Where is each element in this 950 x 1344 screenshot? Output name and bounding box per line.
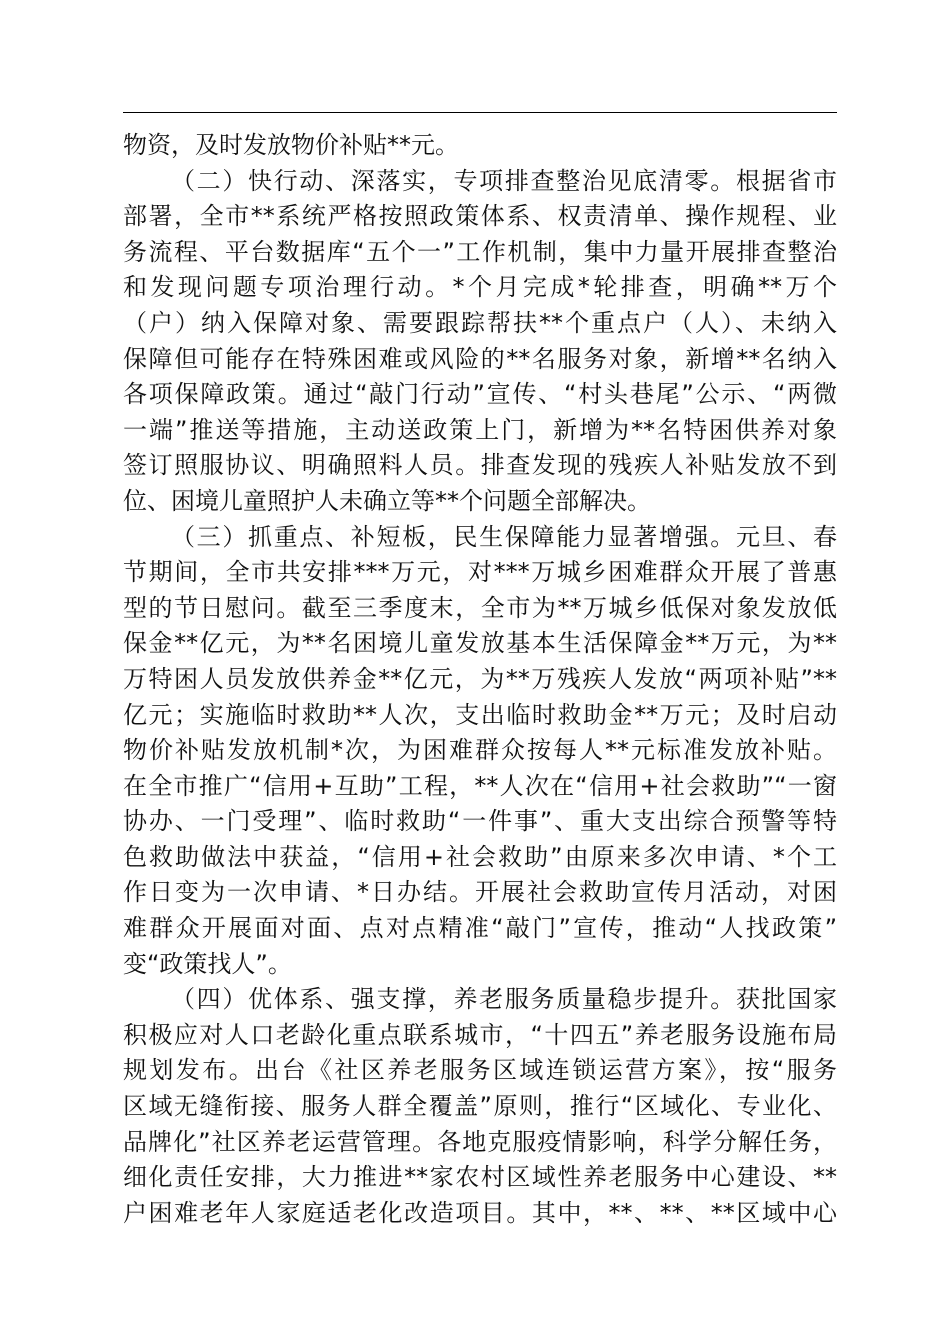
text-line: 万特困人员发放供养金**亿元，为**万残疾人发放“两项补贴”** — [123, 664, 837, 693]
text-line: 位、困境儿童照护人未确立等**个问题全部解决。 — [123, 486, 651, 515]
text-line: 积极应对人口老龄化重点联系城市，“十四五”养老服务设施布局 — [123, 1020, 837, 1049]
text-line: 物资，及时发放物价补贴**元。 — [123, 131, 459, 159]
text-line: 物价补贴发放机制*次，为困难群众按每人**元标准发放补贴。 — [123, 736, 837, 765]
text-line: 亿元；实施临时救助**人次，支出临时救助金**万元；及时启动 — [123, 700, 837, 729]
text-line: 保障但可能存在特殊困难或风险的**名服务对象，新增**名纳入 — [123, 344, 837, 373]
text-line: 务流程、平台数据库“五个一”工作机制，集中力量开展排查整治 — [123, 237, 837, 266]
text-line: 协办、一门受理”、临时救助“一件事”、重大支出综合预警等特 — [123, 807, 837, 836]
text-line: 部署，全市**系统严格按照政策体系、权责清单、操作规程、业 — [123, 202, 837, 231]
text-line: 签订照服协议、明确照料人员。排查发现的残疾人补贴发放不到 — [123, 451, 837, 480]
text-line: （户）纳入保障对象、需要跟踪帮扶**个重点户（人）、未纳入 — [123, 308, 837, 337]
text-line: 一端”推送等措施，主动送政策上门，新增为**名特困供养对象 — [123, 415, 837, 444]
text-line: 色救助做法中获益，“信用+社会救助”由原来多次申请、*个工 — [123, 842, 837, 871]
text-line: 型的节日慰问。截至三季度末，全市为**万城乡低保对象发放低 — [123, 593, 837, 622]
paragraph-first-line: （三）抓重点、补短板，民生保障能力显著增强。元旦、春 — [171, 522, 837, 551]
text-line: 保金**亿元，为**名困境儿童发放基本生活保障金**万元，为** — [123, 629, 837, 658]
header-rule — [123, 112, 837, 113]
paragraph-first-line: （四）优体系、强支撑，养老服务质量稳步提升。获批国家 — [171, 985, 837, 1014]
text-line: 规划发布。出台《社区养老服务区域连锁运营方案》，按“服务 — [123, 1056, 837, 1085]
paragraph-first-line: （二）快行动、深落实，专项排查整治见底清零。根据省市 — [171, 166, 837, 195]
text-line: 在全市推广“信用+互助”工程，**人次在“信用+社会救助”“一窗 — [123, 771, 837, 800]
text-line: 变“政策找人”。 — [123, 949, 292, 978]
text-line: 和发现问题专项治理行动。*个月完成*轮排查，明确**万个 — [123, 273, 837, 302]
text-line: 品牌化”社区养老运营管理。各地克服疫情影响，科学分解任务， — [123, 1127, 837, 1156]
text-line: 户困难老年人家庭适老化改造项目。其中，**、**、**区域中心 — [123, 1198, 837, 1227]
text-line: 节期间，全市共安排***万元，对***万城乡困难群众开展了普惠 — [123, 558, 837, 587]
text-line: 难群众开展面对面、点对点精准“敲门”宣传，推动“人找政策” — [123, 914, 837, 943]
text-line: 区域无缝衔接、服务人群全覆盖”原则，推行“区域化、专业化、 — [123, 1092, 837, 1121]
text-line: 作日变为一次申请、*日办结。开展社会救助宣传月活动，对困 — [123, 878, 837, 907]
document-body — [123, 128, 837, 1231]
text-line: 各项保障政策。通过“敲门行动”宣传、“村头巷尾”公示、“两微 — [123, 380, 837, 409]
text-line: 细化责任安排，大力推进**家农村区域性养老服务中心建设、** — [123, 1163, 837, 1192]
